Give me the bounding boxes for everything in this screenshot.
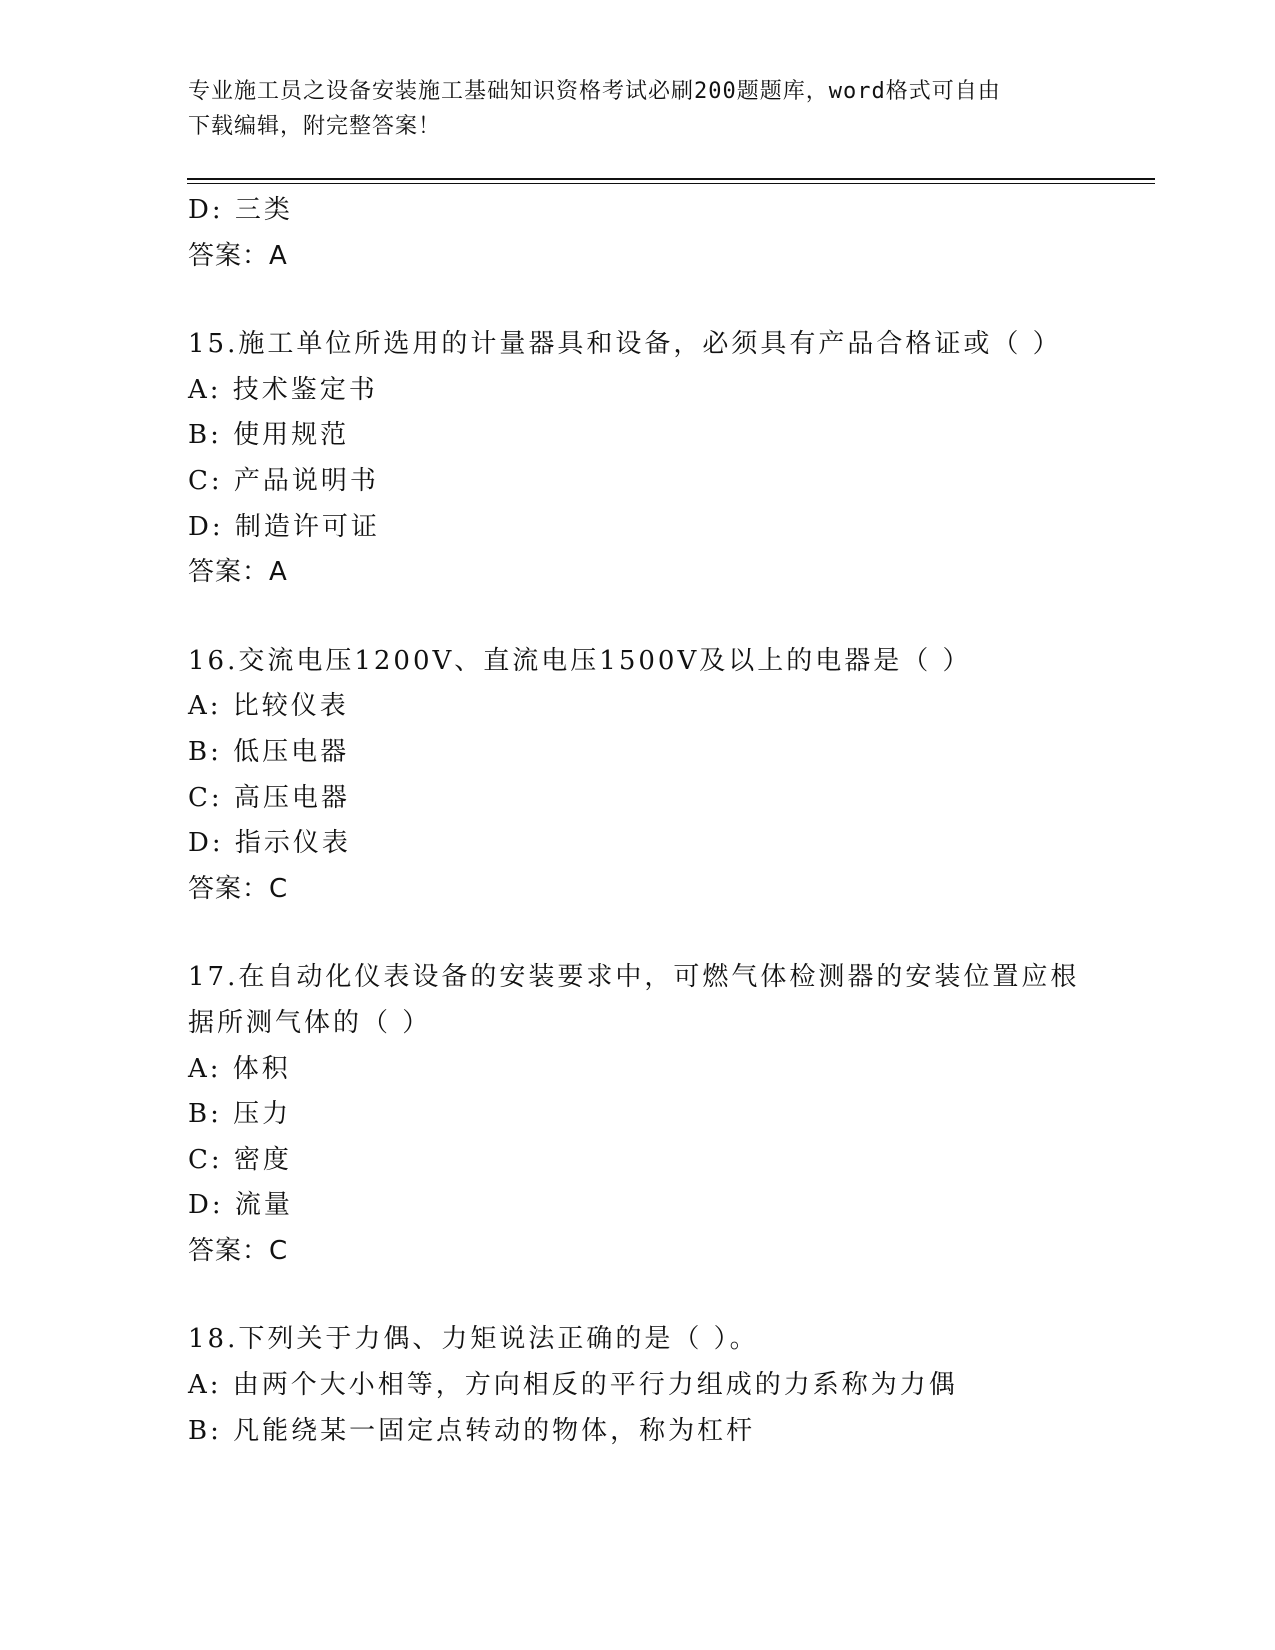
option-a: A: 由两个大小相等，方向相反的平行力组成的力系称为力偶 — [188, 1370, 958, 1401]
question-stem: 17.在自动化仪表设备的安装要求中，可燃气体检测器的安装位置应根据所测气体的（ ） — [188, 962, 1080, 1038]
option-d: D: 流量 — [188, 1190, 293, 1221]
option-d: D: 三类 — [188, 195, 293, 225]
question-list — [188, 188, 1088, 1454]
question-18 — [188, 1317, 1088, 1454]
answer-line: 答案：C — [188, 873, 289, 904]
document-header — [188, 74, 1088, 144]
question-stem: 15.施工单位所选用的计量器具和设备，必须具有产品合格证或（ ） — [188, 329, 1062, 360]
option-b: B: 低压电器 — [188, 736, 350, 767]
option-c: C: 高压电器 — [188, 782, 350, 813]
answer-line: 答案：A — [188, 240, 288, 271]
spacer — [188, 596, 1088, 639]
spacer — [188, 912, 1088, 955]
header-title-line-1: 专业施工员之设备安装施工基础知识资格考试必刷200题题库，word格式可自由 — [188, 79, 1001, 104]
question-stem: 16.交流电压1200V、直流电压1500V及以上的电器是（ ） — [188, 645, 972, 676]
header-divider-thin — [187, 183, 1155, 184]
option-b: B: 凡能绕某一固定点转动的物体，称为杠杆 — [188, 1415, 756, 1446]
header-divider-thick — [187, 178, 1155, 180]
option-c: C: 产品说明书 — [188, 465, 379, 496]
spacer — [188, 279, 1088, 322]
question-14-tail — [188, 188, 1088, 279]
header-title-line-2: 下载编辑，附完整答案！ — [188, 114, 442, 139]
option-b: B: 压力 — [188, 1099, 292, 1130]
question-stem: 18.下列关于力偶、力矩说法正确的是（ ）。 — [188, 1324, 759, 1355]
option-a: A: 技术鉴定书 — [188, 374, 378, 405]
option-a: A: 比较仪表 — [188, 691, 349, 722]
question-17 — [188, 955, 1088, 1274]
option-d: D: 制造许可证 — [188, 511, 380, 542]
spacer — [188, 1274, 1088, 1317]
option-b: B: 使用规范 — [188, 420, 350, 451]
answer-line: 答案：A — [188, 557, 288, 588]
option-a: A: 体积 — [188, 1053, 291, 1084]
option-d: D: 指示仪表 — [188, 828, 351, 859]
question-15 — [188, 322, 1088, 596]
answer-line: 答案：C — [188, 1235, 289, 1266]
option-c: C: 密度 — [188, 1144, 292, 1175]
question-16 — [188, 639, 1088, 913]
